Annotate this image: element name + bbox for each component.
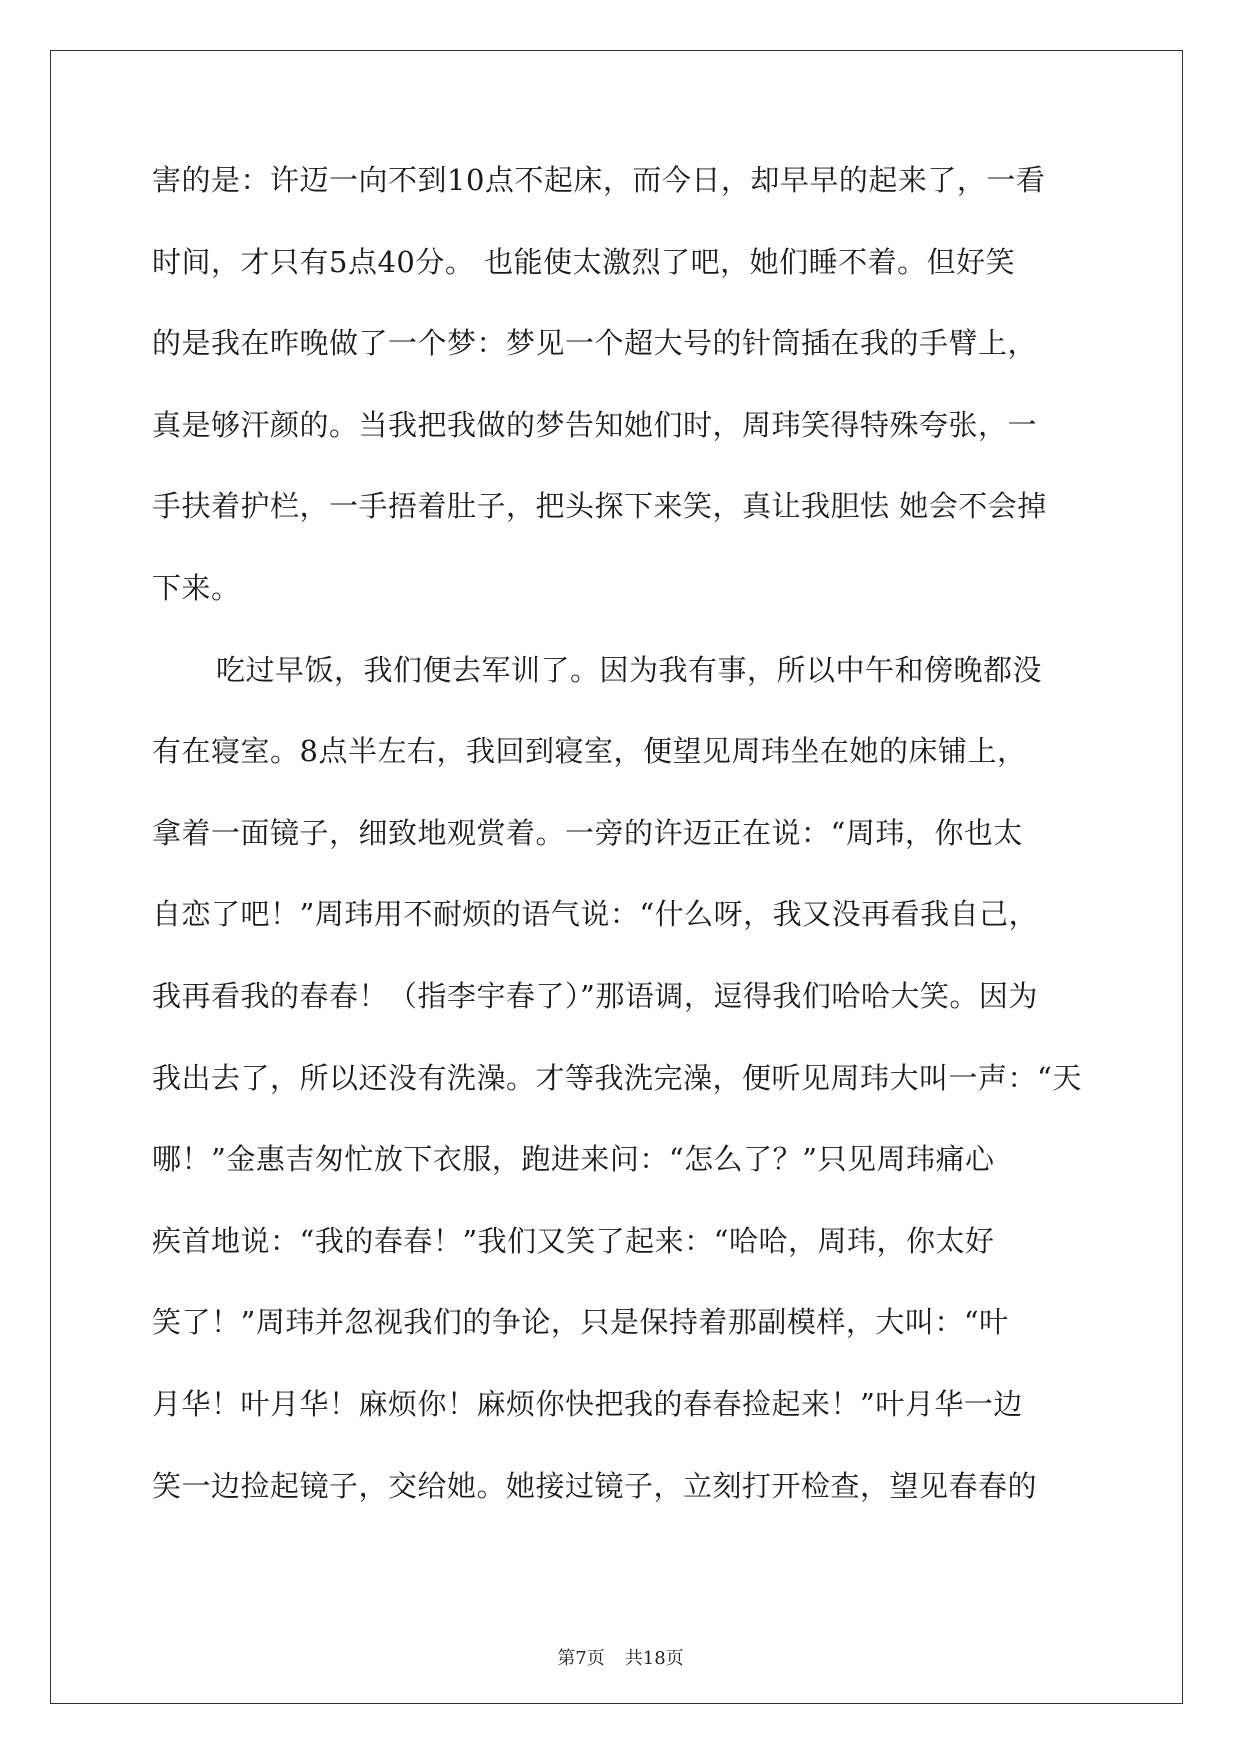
text-line: 手扶着护栏，一手捂着肚子，把头探下来笑，真让我胆怯 她会不会掉 bbox=[152, 489, 1047, 524]
page-footer bbox=[0, 1644, 1241, 1670]
text-line: 害的是：许迈一向不到10点不起床，而今日，却早早的起来了，一看 bbox=[152, 163, 1046, 197]
text-line: 哪！”金惠吉匆忙放下衣服，跑进来问：“怎么了？”只见周玮痛心 bbox=[152, 1142, 995, 1177]
text-line: 疾首地说：“我的春春！”我们又笑了起来：“哈哈，周玮，你太好 bbox=[152, 1223, 995, 1258]
text-line: 有在寝室。8点半左右，我回到寝室，便望见周玮坐在她的床铺上， bbox=[152, 734, 1027, 769]
text-line: 真是够汗颜的。当我把我做的梦告知她们时，周玮笑得特殊夸张，一 bbox=[152, 407, 1038, 442]
paragraph-start-line: 吃过早饭，我们便去军训了。因为我有事，所以中午和傍晚都没 bbox=[216, 652, 1043, 687]
text-line: 下来。 bbox=[152, 570, 241, 605]
text-line: 我再看我的春春！（指李宇春了）”那语调，逗得我们哈哈大笑。因为 bbox=[152, 978, 1038, 1013]
text-line: 笑一边捡起镜子，交给她。她接过镜子，立刻打开检查，望见春春的 bbox=[152, 1468, 1038, 1503]
text-line: 笑了！”周玮并忽视我们的争论，只是保持着那副模样，大叫：“叶 bbox=[152, 1305, 1009, 1340]
page-total: 共18页 bbox=[624, 1648, 684, 1669]
text-line: 月华！叶月华！麻烦你！麻烦你快把我的春春捡起来！”叶月华一边 bbox=[152, 1386, 1023, 1421]
text-line: 时间，才只有5点40分。 也能使太激烈了吧，她们睡不着。但好笑 bbox=[152, 244, 1016, 279]
text-line: 的是我在昨晚做了一个梦：梦见一个超大号的针筒插在我的手臂上， bbox=[152, 326, 1038, 361]
text-line: 我出去了，所以还没有洗澡。才等我洗完澡，便听见周玮大叫一声：“天 bbox=[152, 1060, 1082, 1095]
page-number: 第7页 bbox=[557, 1648, 605, 1669]
document-body bbox=[152, 162, 1092, 1549]
text-line: 自恋了吧！”周玮用不耐烦的语气说：“什么呀，我又没再看我自己， bbox=[152, 897, 1039, 932]
text-line: 拿着一面镜子，细致地观赏着。一旁的许迈正在说：“周玮，你也太 bbox=[152, 815, 1023, 850]
